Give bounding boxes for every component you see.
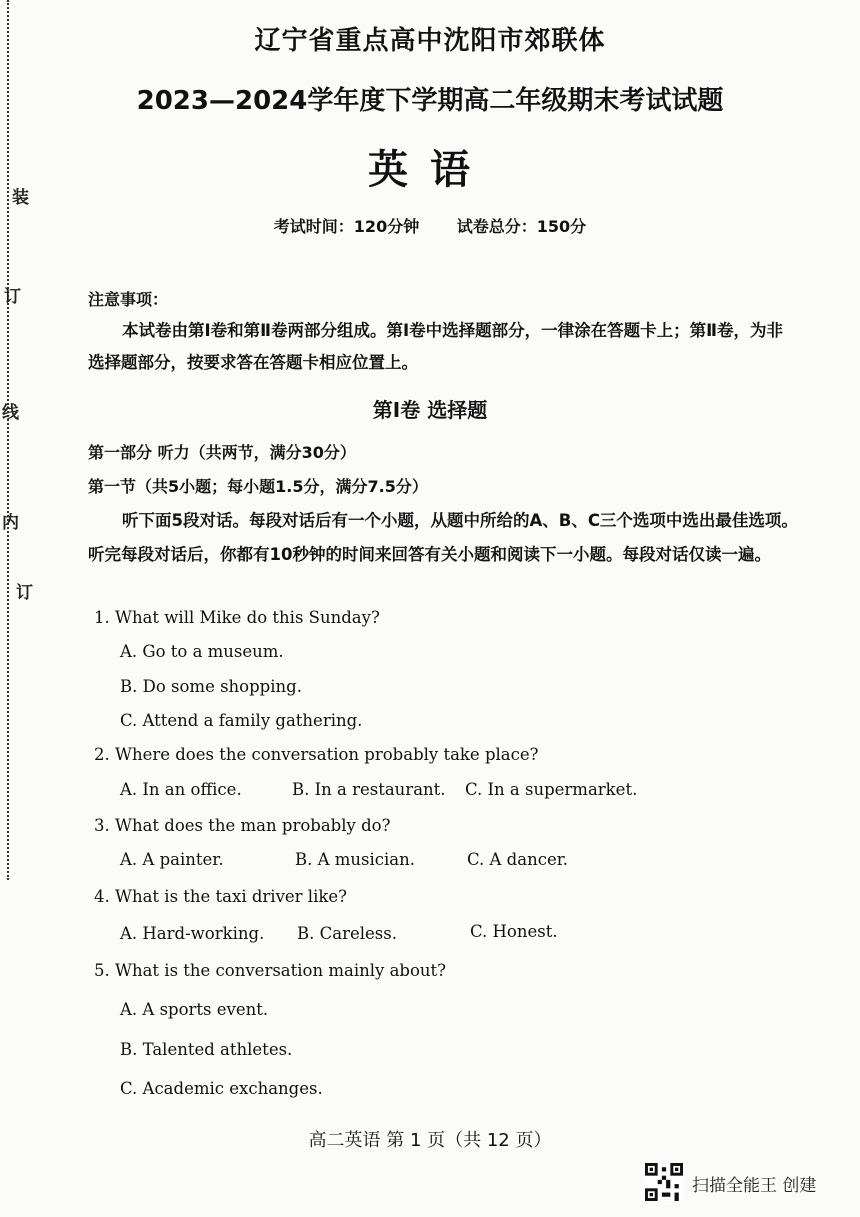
option-c: C. Attend a family gathering. [120,711,363,730]
question-4 [94,887,347,906]
question-3 [94,816,390,835]
subject-title: 英语 [368,147,492,193]
margin-char: 内 [2,513,19,533]
option-c: C. Honest. [470,922,558,941]
question-number: 5. [94,961,110,980]
option-a: A. In an office. [120,780,242,799]
notice-text: 本试卷由第Ⅰ卷和第Ⅱ卷两部分组成。第Ⅰ卷中选择题部分，一律涂在答题卡上；第Ⅱ卷，为非选择题部分，按要求答在答题卡相应位置上。 [88,321,784,372]
option-c: C. In a supermarket. [465,780,638,799]
option-b: B. A musician. [295,850,416,869]
question-text: What is the conversation mainly about? [115,961,447,980]
exam-title-line1: 辽宁省重点高中沈阳市郊联体 [254,26,606,56]
margin-char: 订 [16,583,33,603]
subsection-heading: 第一节（共5小题；每小题1.5分，满分7.5分） [88,477,428,496]
option-b: B. In a restaurant. [292,780,446,799]
part-title: 第Ⅰ卷 选择题 [372,398,488,422]
question-number: 2. [94,745,110,764]
question-5 [94,961,446,980]
question-number: 4. [94,887,110,906]
exam-time: 考试时间：120分钟 [273,217,420,236]
option-c: C. Academic exchanges. [120,1079,323,1098]
question-text: What is the taxi driver like? [115,887,347,906]
exam-meta [0,214,860,237]
question-text: What does the man probably do? [115,816,391,835]
question-number: 3. [94,816,110,835]
binding-dotted-line [7,0,9,880]
question-2 [94,745,538,764]
scanner-watermark: 扫描全能王 创建 [692,1176,817,1196]
section-heading: 第一部分 听力（共两节，满分30分） [88,443,356,462]
option-b: B. Do some shopping. [120,677,302,696]
margin-char: 线 [2,403,19,423]
notice-heading: 注意事项： [88,290,169,309]
option-a: A. Go to a museum. [120,642,284,661]
listening-instructions: 听下面5段对话。每段对话后有一个小题，从题中所给的A、B、C三个选项中选出最佳选项。听完每段对话后，你都有10秒钟的时间来回答有关小题和阅读下一小题。每段对话仅读一遍。 [88,511,798,564]
exam-score: 试卷总分：150分 [456,217,587,236]
exam-title-line2: 2023—2024学年度下学期高二年级期末考试试题 [136,86,724,116]
question-1 [94,608,380,627]
option-b: B. Talented athletes. [120,1040,293,1059]
option-a: A. A sports event. [120,1000,269,1019]
margin-char: 订 [4,287,21,307]
option-c: C. A dancer. [467,850,569,869]
page-footer: 高二英语 第 1 页（共 12 页） [308,1130,552,1151]
option-a: A. Hard-working. [120,924,265,943]
question-text: Where does the conversation probably take place? [115,745,539,764]
option-b: B. Careless. [297,924,397,943]
question-number: 1. [94,608,110,627]
question-text: What will Mike do this Sunday? [115,608,380,627]
qr-code-icon [645,1163,683,1201]
option-a: A. A painter. [120,850,224,869]
margin-char: 装 [12,188,29,208]
